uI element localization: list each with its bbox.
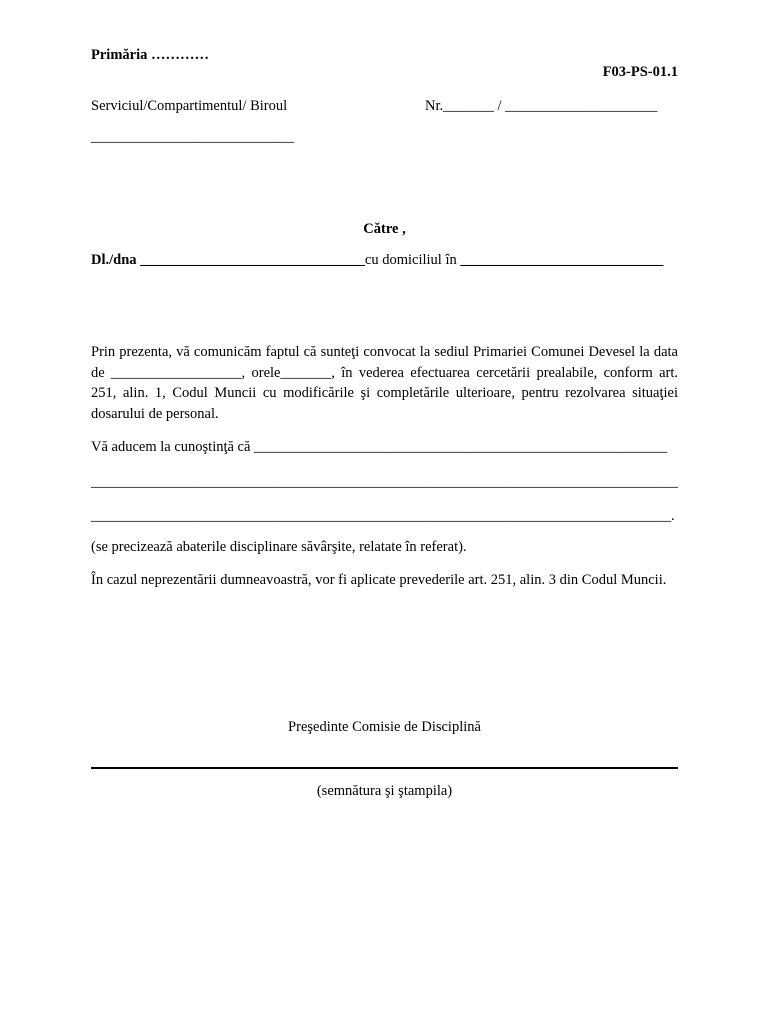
form-code: F03-PS-01.1: [602, 64, 678, 80]
name-label: Dl./dna: [91, 252, 137, 268]
department-blank-line: ____________________________: [91, 129, 294, 145]
consequence-paragraph: În cazul neprezentării dumneavoastră, vor fi aplicate prevederile art. 251, alin. 3 din Codul Muncii.: [91, 572, 667, 588]
recipient-line: [91, 251, 663, 269]
department-label: Serviciul/Compartimentul/ Biroul: [91, 98, 288, 114]
institution-heading: Primăria …………: [91, 47, 209, 63]
blank-line: ________________________________________________________________________________.: [91, 508, 675, 524]
signature-caption: (semnătura şi ştampila): [316, 783, 453, 799]
address-label: cu domiciliul în: [364, 252, 457, 268]
signature-line: [91, 767, 678, 769]
address-blank: ____________________________: [460, 252, 664, 268]
registration-number-field: Nr._______ / _____________________: [425, 98, 658, 114]
instruction-note: (se precizează abaterile disciplinare săvârşite, relatate în referat).: [91, 539, 467, 555]
convocation-paragraph: Prin prezenta, vă comunicăm faptul că sunteţi convocat la sediul Primariei Comunei Devesel la data de __________________, orele_______, în vederea efectuarea cercetării prealabile, conform art. 251, alin. 1, Codul Muncii cu modificările şi completările ulterioare, pentru rezolvarea situaţiei dosarului de personal.: [91, 344, 678, 422]
name-blank: _______________________________: [140, 252, 365, 268]
notice-line: Vă aducem la cunoştinţă că _________________________________________________________: [91, 439, 668, 455]
blank-line: _________________________________________________________________________________: [91, 474, 678, 490]
recipient-heading: Către ,: [363, 221, 406, 237]
signatory-title: Preşedinte Comisie de Disciplină: [288, 719, 481, 735]
